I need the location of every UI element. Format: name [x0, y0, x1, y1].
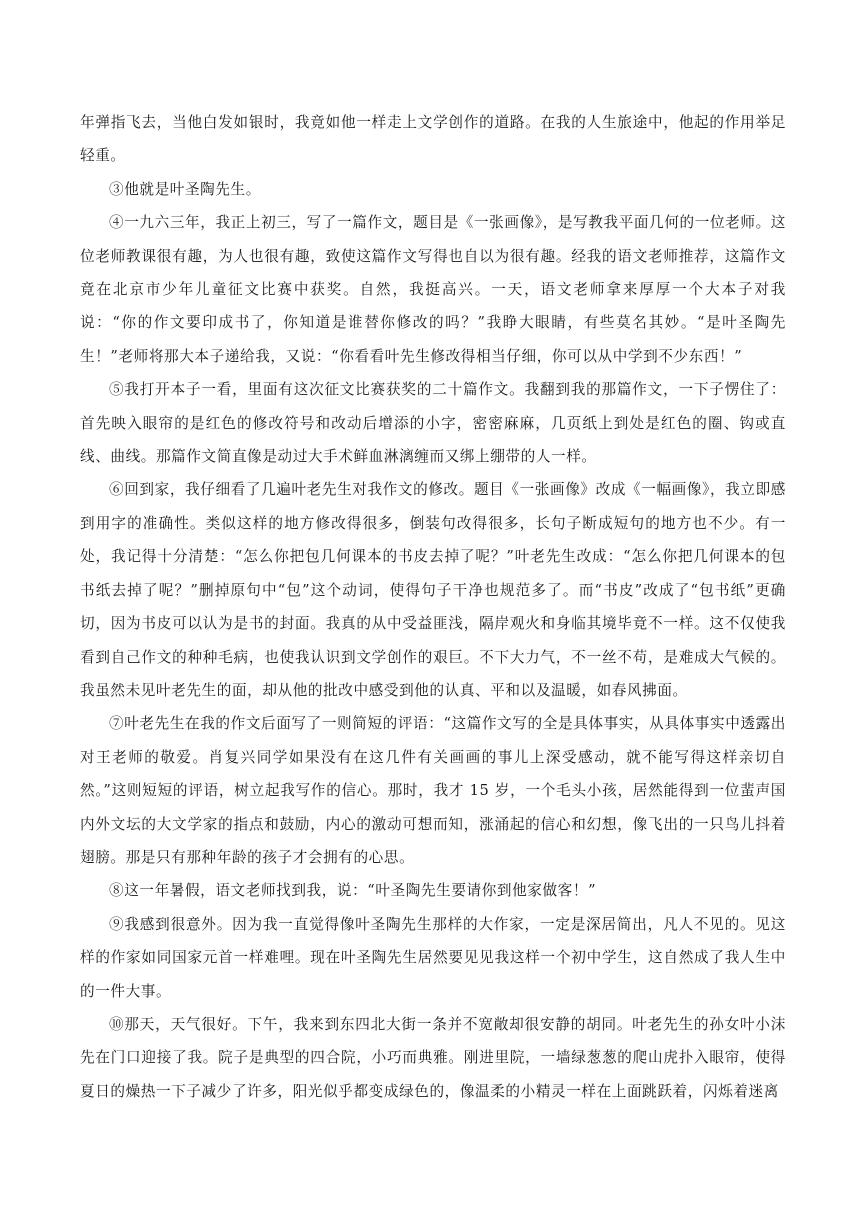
paragraph-9: ⑨我感到很意外。因为我一直觉得像叶圣陶先生那样的大作家，一定是深居简出，凡人不见的。见这样的作家如同国家元首一样难哩。现在叶圣陶先生居然要见见我这样一个初中学生，这自然成了我人生中的一件大事。	[80, 915, 786, 1000]
paragraph-5: ⑤我打开本子一看，里面有这次征文比赛获奖的二十篇作文。我翻到我的那篇作文，一下子愣住了：首先映入眼帘的是红色的修改符号和改动后增添的小字，密密麻麻，几页纸上到处是红色的圈、钩或直线、曲线。那篇作文简直像是动过大手术鲜血淋漓缠而又绑上绷带的人一样。	[80, 381, 786, 466]
paragraph-10: ⑩那天，天气很好。下午，我来到东四北大街一条并不宽敞却很安静的胡同。叶老先生的孙女叶小沫先在门口迎接了我。院子是典型的四合院，小巧而典雅。刚进里院，一墙绿葱葱的爬山虎扑入眼帘，使得夏日的燥热一下子减少了许多，阳光似乎都变成绿色的，像温柔的小精灵一样在上面跳跃着，闪烁着迷离	[80, 1015, 786, 1100]
article-body	[80, 106, 786, 1108]
paragraph-3: ③他就是叶圣陶先生。	[109, 180, 261, 198]
paragraph-4: ④一九六三年，我正上初三，写了一篇作文，题目是《一张画像》，是写教我平面几何的一位老师。这位老师教课很有趣，为人也很有趣，致使这篇作文写得也自以为很有趣。经我的语文老师推荐，这篇作文竟在北京市少年儿童征文比赛中获奖。自然，我挺高兴。一天，语文老师拿来厚厚一个大本子对我说：“你的作文要印成书了，你知道是谁替你修改的吗？”我睁大眼睛，有些莫名其妙。“是叶圣陶先生！”老师将那大本子递给我，又说：“你看看叶先生修改得相当仔细，你可以从中学到不少东西！”	[80, 214, 786, 365]
paragraph-continuation: 年弹指飞去，当他白发如银时，我竟如他一样走上文学创作的道路。在我的人生旅途中，他起的作用举足轻重。	[80, 114, 786, 165]
paragraph-6: ⑥回到家，我仔细看了几遍叶老先生对我作文的修改。题目《一张画像》改成《一幅画像》，我立即感到用字的准确性。类似这样的地方修改得很多，倒装句改得很多，长句子断成短句的地方也不少。有一处，我记得十分清楚：“怎么你把包几何课本的书皮去掉了呢？”叶老先生改成：“怎么你把几何课本的包书纸去掉了呢？”删掉原句中“包”这个动词，使得句子干净也规范多了。而“书皮”改成了“包书纸”更确切，因为书皮可以认为是书的封面。我真的从中受益匪浅，隔岸观火和身临其境毕竟不一样。这不仅使我看到自己作文的种种毛病，也使我认识到文学创作的艰巨。不下大力气，不一丝不苟，是难成大气候的。我虽然未见叶老先生的面，却从他的批改中感受到他的认真、平和以及温暖，如春风拂面。	[80, 481, 786, 699]
paragraph-7: ⑦叶老先生在我的作文后面写了一则简短的评语：“这篇作文写的全是具体事实，从具体事实中透露出对王老师的敬爱。肖复兴同学如果没有在这几件有关画画的事儿上深受感动，就不能写得这样亲切自然。”这则短短的评语，树立起我写作的信心。那时，我才 15 岁，一个毛头小孩，居然能得到一位蜚声国内外文坛的大文学家的指点和鼓励，内心的激动可想而知，涨涌起的信心和幻想，像飞出的一只鸟儿抖着翅膀。那是只有那种年龄的孩子才会拥有的心思。	[80, 715, 786, 866]
paragraph-8: ⑧这一年暑假，语文老师找到我，说：“叶圣陶先生要请你到他家做客！”	[109, 882, 597, 900]
